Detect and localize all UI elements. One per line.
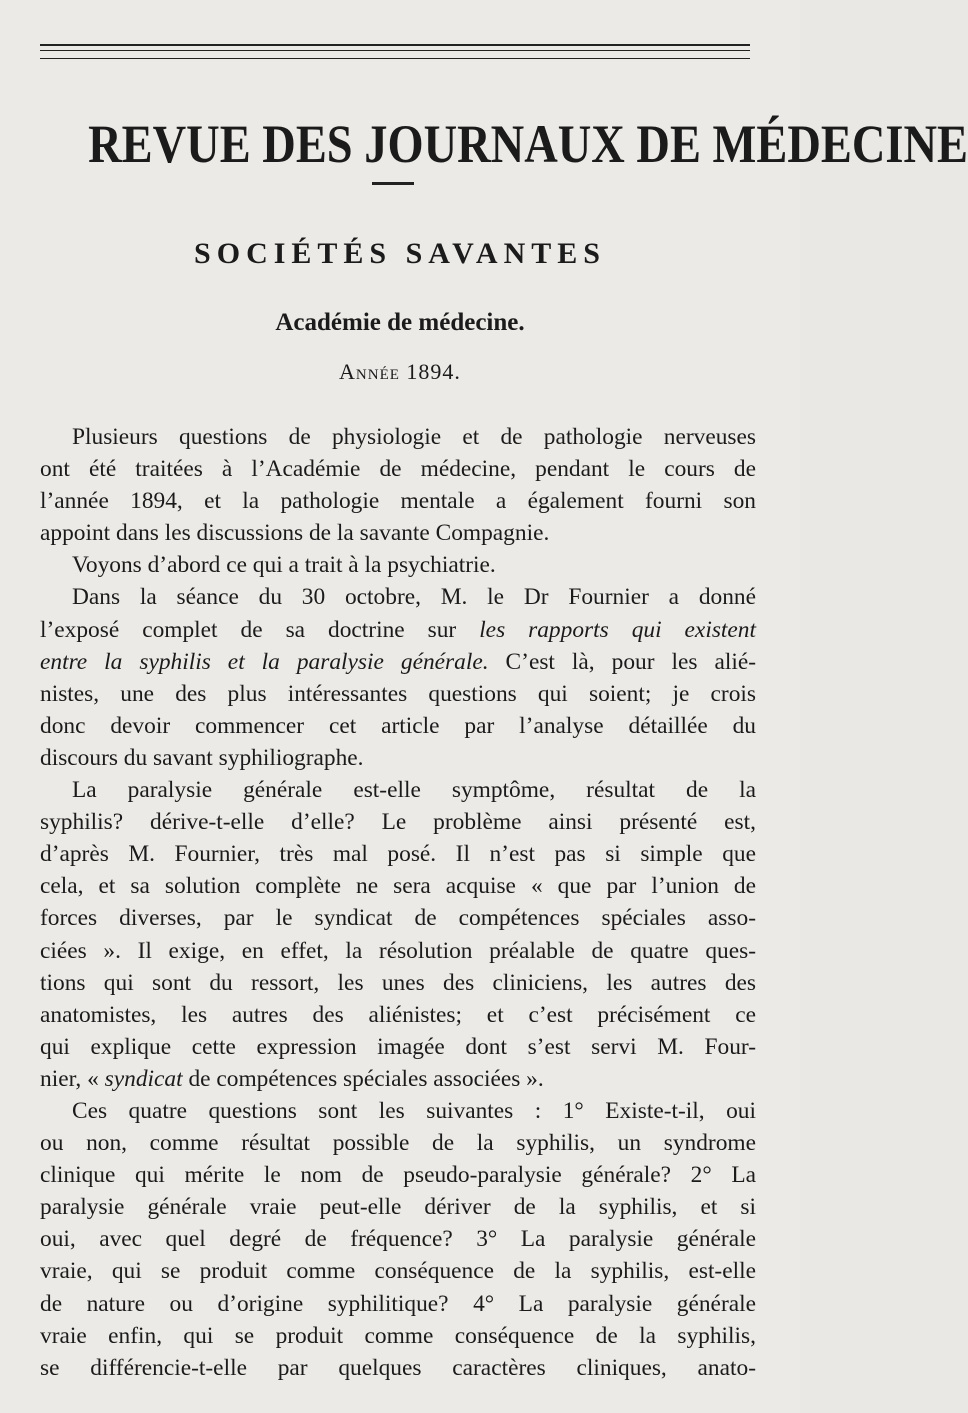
line-text: clinique qui mérite le nom de pseudo-paralysie générale? 2° La	[40, 1162, 756, 1189]
text-line	[40, 967, 756, 999]
text-line	[40, 838, 756, 870]
text-line	[40, 1159, 756, 1191]
line-text: oui, avec quel degré de fréquence? 3° La paralysie générale	[40, 1226, 756, 1253]
text-line	[40, 453, 756, 485]
line-text: ciées ». Il exige, en effet, la résolution préalable de quatre ques-	[40, 937, 756, 964]
line-text: qui explique cette expression imagée dont s’est servi M. Four-	[40, 1033, 756, 1060]
line-text: Plusieurs questions de physiologie et de pathologie nerveuses	[72, 424, 756, 450]
italic-text: les rapports qui existent	[479, 616, 756, 643]
text-line	[40, 421, 756, 453]
line-text: de nature ou d’origine syphilitique? 4° La paralysie générale	[40, 1290, 756, 1317]
line-text: Ces quatre questions sont les suivantes : 1° Existe-t-il, oui	[72, 1097, 756, 1124]
line-text: anatomistes, les autres des aliénistes; et c’est précisément ce	[40, 1001, 756, 1028]
line-text: forces diverses, par le syndicat de compétences spéciales asso-	[40, 905, 756, 932]
line-text: Voyons d’abord ce qui a trait à la psychiatrie.	[72, 552, 496, 579]
text-line	[40, 806, 756, 838]
italic-text: syndicat	[104, 1065, 183, 1092]
text-line	[40, 1031, 756, 1063]
line-text: tions qui sont du ressort, les unes des cliniciens, les autres des	[40, 969, 756, 996]
text-line	[40, 1255, 756, 1287]
line-text: de compétences spéciales associées ».	[182, 1065, 544, 1092]
text-line	[40, 1223, 756, 1255]
text-line	[40, 1320, 756, 1352]
line-text: Dans la séance du 30 octobre, M. le Dr Fournier a donné	[72, 584, 756, 611]
line-text: d’après M. Fournier, très mal posé. Il n’est pas si simple que	[40, 841, 756, 868]
text-line	[40, 1063, 756, 1095]
line-text: se différencie-t-elle par quelques caractères cliniques, anato-	[40, 1354, 756, 1381]
text-line	[40, 549, 756, 581]
society-title: Académie de médecine.	[275, 309, 525, 336]
line-text: La paralysie générale est-elle symptôme, résultat de la	[72, 777, 756, 804]
line-text: vraie enfin, qui se produit comme conséquence de la syphilis,	[40, 1322, 756, 1349]
line-text: donc devoir commencer cet article par l’analyse détaillée du	[40, 712, 756, 739]
text-line	[40, 614, 756, 646]
text-line	[40, 1288, 756, 1320]
text-line	[40, 870, 756, 902]
line-text: cela, et sa solution complète ne sera acquise « que par l’union de	[40, 873, 756, 900]
line-text: nistes, une des plus intéressantes questions qui soient; je crois	[40, 680, 756, 707]
section-title: SOCIÉTÉS SAVANTES	[194, 237, 606, 270]
text-line	[40, 1352, 756, 1384]
line-text: ou non, comme résultat possible de la syphilis, un syndrome	[40, 1130, 756, 1157]
text-line	[40, 1095, 756, 1127]
text-line	[40, 902, 756, 934]
line-text: l’année 1894, et la pathologie mentale a également fourni son	[40, 488, 756, 515]
line-text: paralysie générale vraie peut-elle dériver de la syphilis, et si	[40, 1194, 756, 1221]
header-rule	[40, 50, 750, 51]
line-text: C’est là, pour les alié-	[488, 648, 757, 675]
text-line	[40, 742, 756, 774]
text-line	[40, 999, 756, 1031]
text-line	[40, 710, 756, 742]
text-line	[40, 774, 756, 806]
line-text: l’exposé complet de sa doctrine sur	[40, 616, 480, 643]
text-line	[40, 517, 756, 549]
text-line	[40, 646, 756, 678]
journal-section-title: REVUE DES JOURNAUX DE MÉDECINE	[88, 114, 968, 174]
line-text: vraie, qui se produit comme conséquence de la syphilis, est-elle	[40, 1258, 756, 1285]
title-divider	[372, 182, 414, 185]
header-rule	[40, 44, 750, 46]
article-body	[40, 421, 756, 1384]
text-line	[40, 1127, 756, 1159]
text-line	[40, 935, 756, 967]
header-rule	[40, 58, 750, 59]
italic-text: entre la syphilis et la paralysie générale.	[40, 648, 489, 675]
year-heading: Année 1894.	[339, 359, 461, 384]
line-text: syphilis? dérive-t-elle d’elle? Le problème ainsi présenté est,	[40, 809, 756, 836]
text-line	[40, 678, 756, 710]
line-text: ont été traitées à l’Académie de médecine, pendant le cours de	[40, 456, 756, 483]
line-text: nier, «	[40, 1065, 105, 1092]
line-text: discours du savant syphiliographe.	[40, 744, 364, 771]
line-text: appoint dans les discussions de la savante Compagnie.	[40, 520, 550, 547]
text-line	[40, 581, 756, 613]
text-line	[40, 485, 756, 517]
text-line	[40, 1191, 756, 1223]
